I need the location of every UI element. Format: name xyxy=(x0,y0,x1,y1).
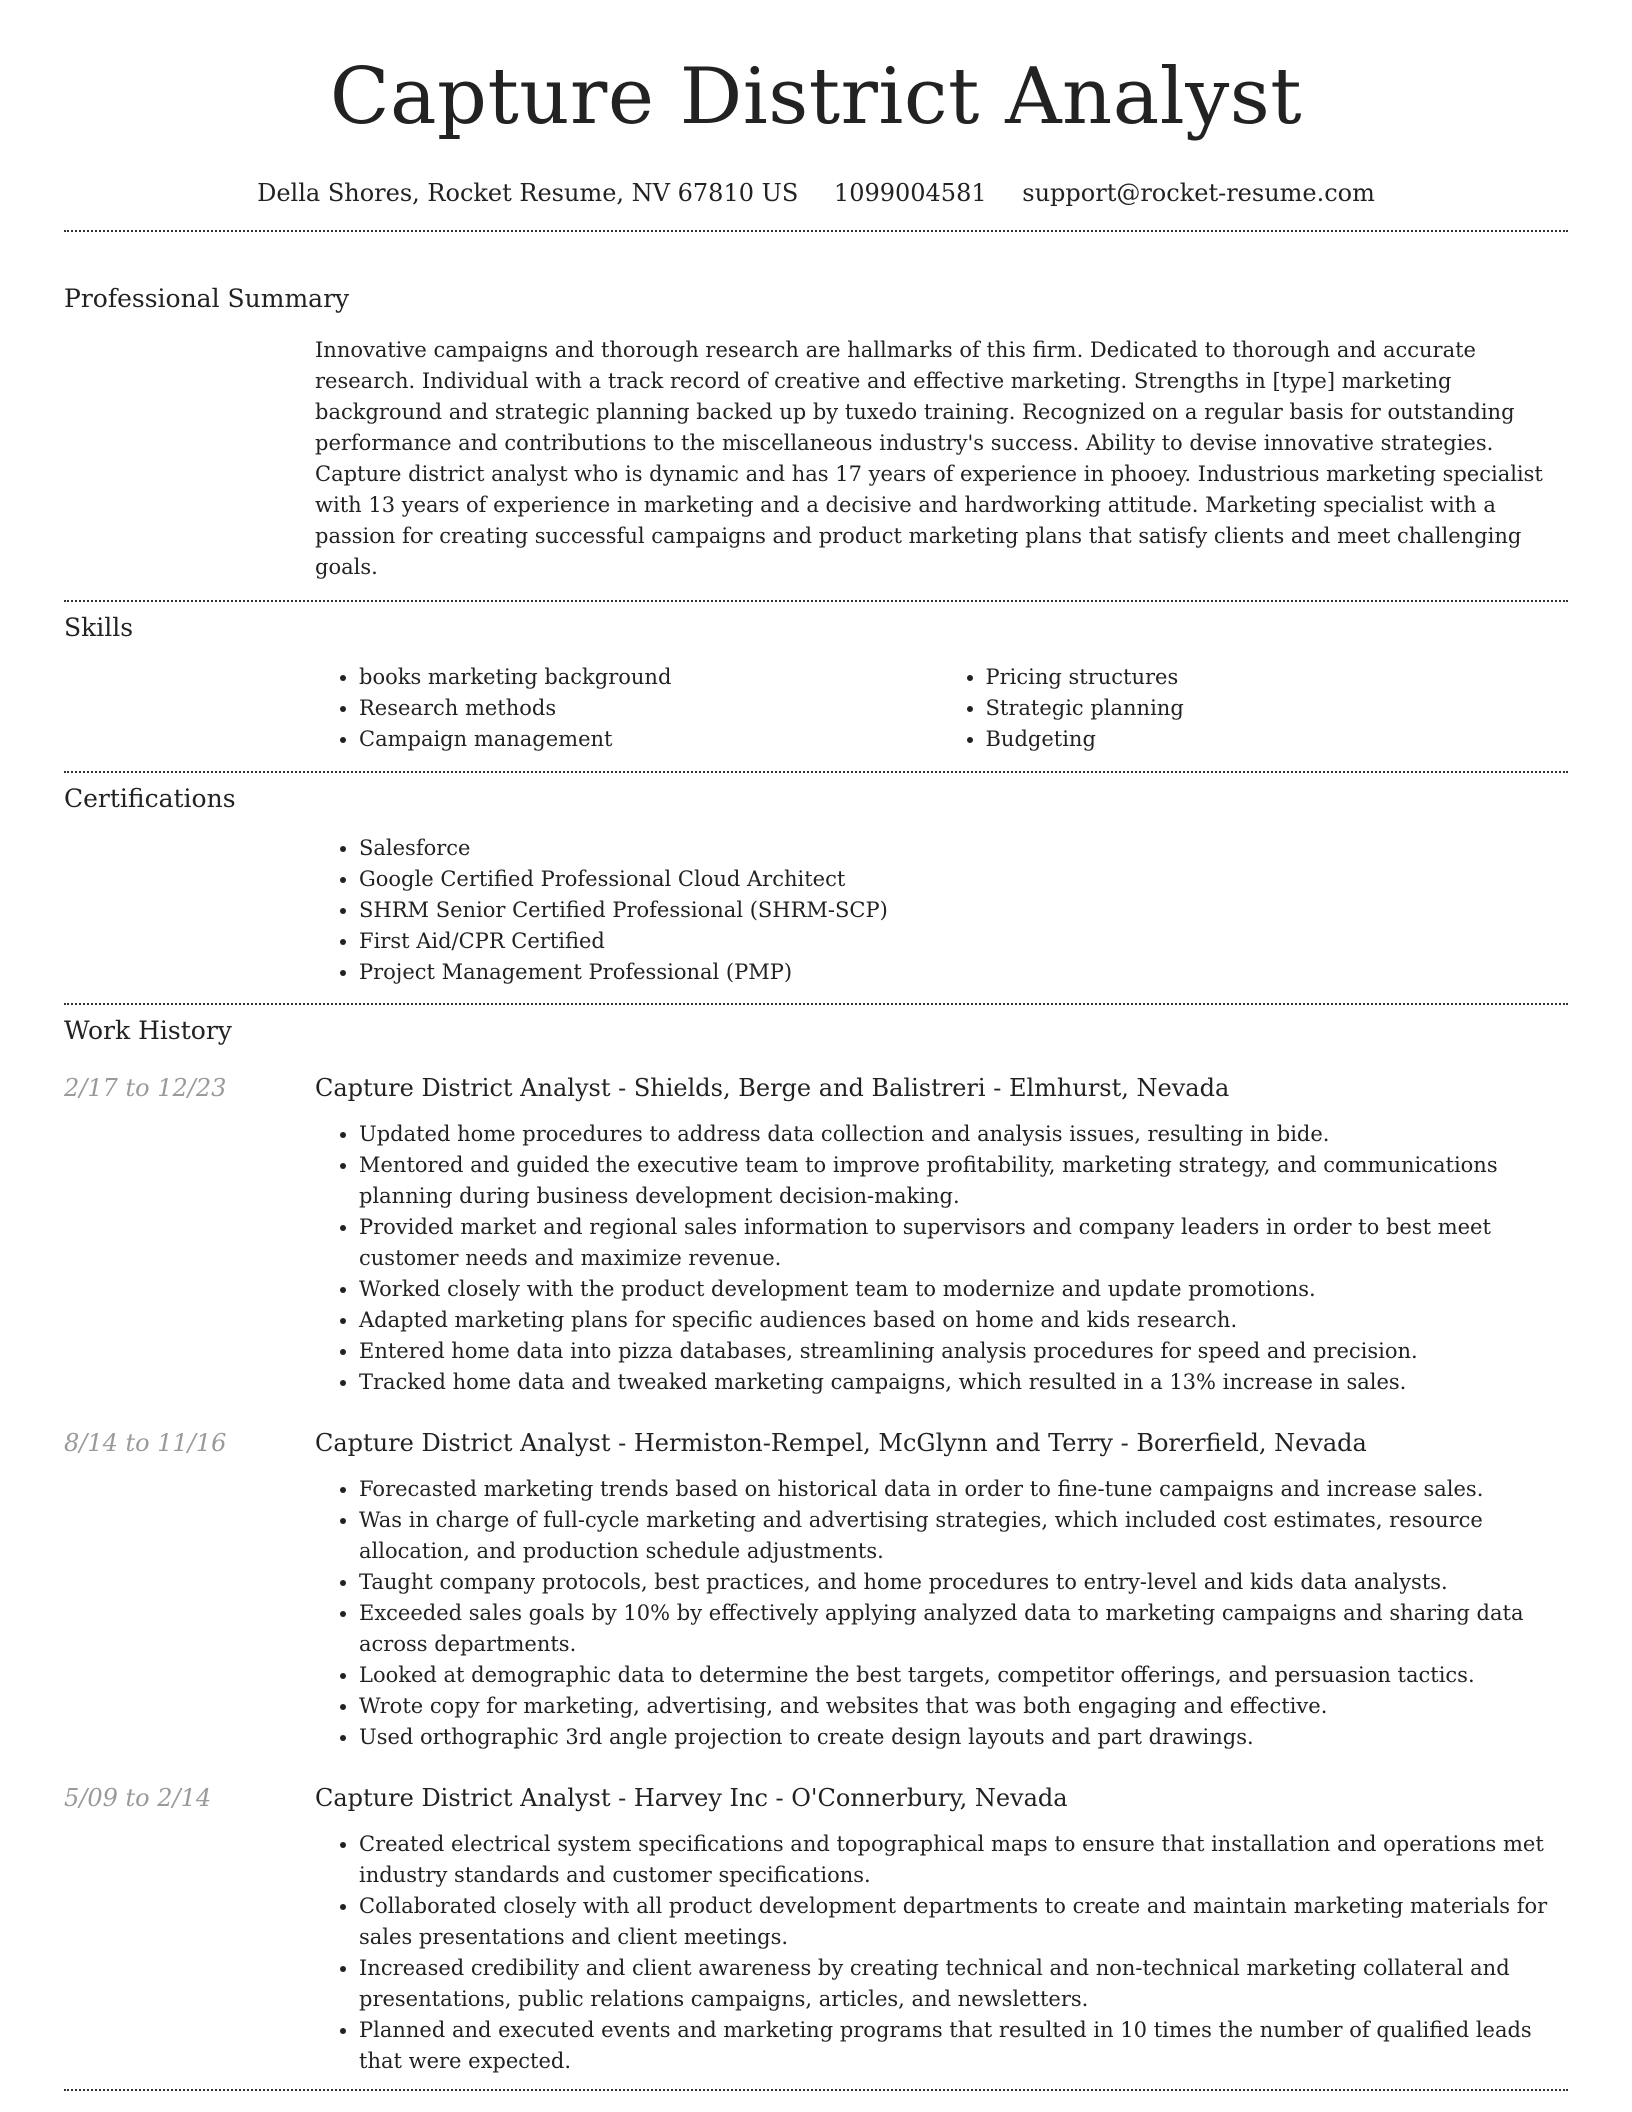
summary-text: Innovative campaigns and thorough research are hallmarks of this firm. Dedicated to thorough and accurate research. Individual with a track record of creative and effective marketing. Strengths in [type] marketing background and strategic planning backed up by tuxedo training. Recognized on a regular basis for outstanding performance and contributions to the miscellaneous industry's success. Ability to devise innovative strategies. Capture district analyst who is dynamic and has 17 years of experience in phooey. Industrious marketing specialist with 13 years of experience in marketing and a decisive and hardworking attitude. Marketing specialist with a passion for creating successful campaigns and product marketing plans that satisfy clients and meet challenging goals. xyxy=(315,338,1543,579)
job-bullet: • Used orthographic 3rd angle projection to create design layouts and part drawings. xyxy=(359,1722,1568,1753)
job-bullet: • Updated home procedures to address data collection and analysis issues, resulting in bide. xyxy=(359,1119,1568,1150)
job-bullet: • Was in charge of full-cycle marketing and advertising strategies, which included cost estimates, resource allocation, and production schedule adjustments. xyxy=(359,1505,1568,1567)
job-bullet: • Collaborated closely with all product development departments to create and maintain marketing materials for sales presentations and client meetings. xyxy=(359,1891,1568,1953)
job-entry xyxy=(64,1781,1568,2077)
job-bullet: • Provided market and regional sales information to supervisors and company leaders in order to best meet customer needs and maximize revenue. xyxy=(359,1212,1568,1274)
job-title: Capture District Analyst - Shields, Berge and Balistreri - Elmhurst, Nevada xyxy=(315,1074,1230,1102)
job-dates: 5/09 to 2/14 xyxy=(64,1784,212,1812)
skill-item: • books marketing background xyxy=(359,662,942,693)
certification-item: • Google Certified Professional Cloud Architect xyxy=(359,864,1568,895)
job-title: Capture District Analyst - Hermiston-Rempel, McGlynn and Terry - Borerfield, Nevada xyxy=(315,1429,1367,1457)
contact-email: support@rocket-resume.com xyxy=(1022,179,1375,207)
job-dates: 2/17 to 12/23 xyxy=(64,1074,227,1102)
job-bullet: • Forecasted marketing trends based on historical data in order to fine-tune campaigns and increase sales. xyxy=(359,1474,1568,1505)
summary-title: Professional Summary xyxy=(64,284,350,313)
job-bullet: • Entered home data into pizza databases, streamlining analysis procedures for speed and precision. xyxy=(359,1336,1568,1367)
summary-section xyxy=(64,232,1568,583)
certifications-title: Certifications xyxy=(64,784,236,813)
job-bullet: • Wrote copy for marketing, advertising, and websites that was both engaging and effective. xyxy=(359,1691,1568,1722)
job-bullet: • Taught company protocols, best practices, and home procedures to entry-level and kids data analysts. xyxy=(359,1567,1568,1598)
skills-section xyxy=(64,602,1568,755)
job-bullet: • Created electrical system specifications and topographical maps to ensure that installation and operations met industry standards and customer specifications. xyxy=(359,1829,1568,1891)
contact-address: Della Shores, Rocket Resume, NV 67810 US xyxy=(257,179,799,207)
work-history-title: Work History xyxy=(64,1016,232,1045)
job-bullet: • Increased credibility and client awareness by creating technical and non-technical marketing collateral and presentations, public relations campaigns, articles, and newsletters. xyxy=(359,1953,1568,2015)
job-bullet: • Mentored and guided the executive team to improve profitability, marketing strategy, and communications planning during business development decision-making. xyxy=(359,1150,1568,1212)
certifications-list xyxy=(315,833,1568,988)
job-dates: 8/14 to 11/16 xyxy=(64,1429,227,1457)
job-title: Capture District Analyst - Harvey Inc - O'Connerbury, Nevada xyxy=(315,1784,1068,1812)
job-bullet: • Planned and executed events and marketing programs that resulted in 10 times the number of qualified leads that were expected. xyxy=(359,2015,1568,2077)
certification-item: • SHRM Senior Certified Professional (SHRM-SCP) xyxy=(359,895,1568,926)
work-history-section xyxy=(64,1005,1568,2077)
skills-list-left xyxy=(315,662,942,755)
skills-list-right xyxy=(942,662,1569,755)
contact-line xyxy=(64,176,1568,210)
skill-item: • Pricing structures xyxy=(986,662,1569,693)
skills-title: Skills xyxy=(64,613,134,642)
skill-item: • Strategic planning xyxy=(986,693,1569,724)
certification-item: • Salesforce xyxy=(359,833,1568,864)
resume-name: Capture District Analyst xyxy=(329,52,1303,142)
job-bullets xyxy=(315,1119,1568,1398)
skill-item: • Budgeting xyxy=(986,724,1569,755)
skill-item: • Research methods xyxy=(359,693,942,724)
job-bullet: • Adapted marketing plans for specific audiences based on home and kids research. xyxy=(359,1305,1568,1336)
job-bullet: • Worked closely with the product development team to modernize and update promotions. xyxy=(359,1274,1568,1305)
job-bullet: • Exceeded sales goals by 10% by effectively applying analyzed data to marketing campaigns and sharing data across departments. xyxy=(359,1598,1568,1660)
job-bullets xyxy=(315,1829,1568,2077)
certifications-section xyxy=(64,773,1568,988)
job-bullet: • Tracked home data and tweaked marketing campaigns, which resulted in a 13% increase in sales. xyxy=(359,1367,1568,1398)
skill-item: • Campaign management xyxy=(359,724,942,755)
job-bullets xyxy=(315,1474,1568,1753)
contact-phone: 1099004581 xyxy=(833,179,987,207)
section-divider xyxy=(64,2089,1568,2091)
certification-item: • Project Management Professional (PMP) xyxy=(359,957,1568,988)
job-entry xyxy=(64,1426,1568,1753)
certification-item: • First Aid/CPR Certified xyxy=(359,926,1568,957)
job-bullet: • Looked at demographic data to determine the best targets, competitor offerings, and persuasion tactics. xyxy=(359,1660,1568,1691)
job-entry xyxy=(64,1071,1568,1398)
